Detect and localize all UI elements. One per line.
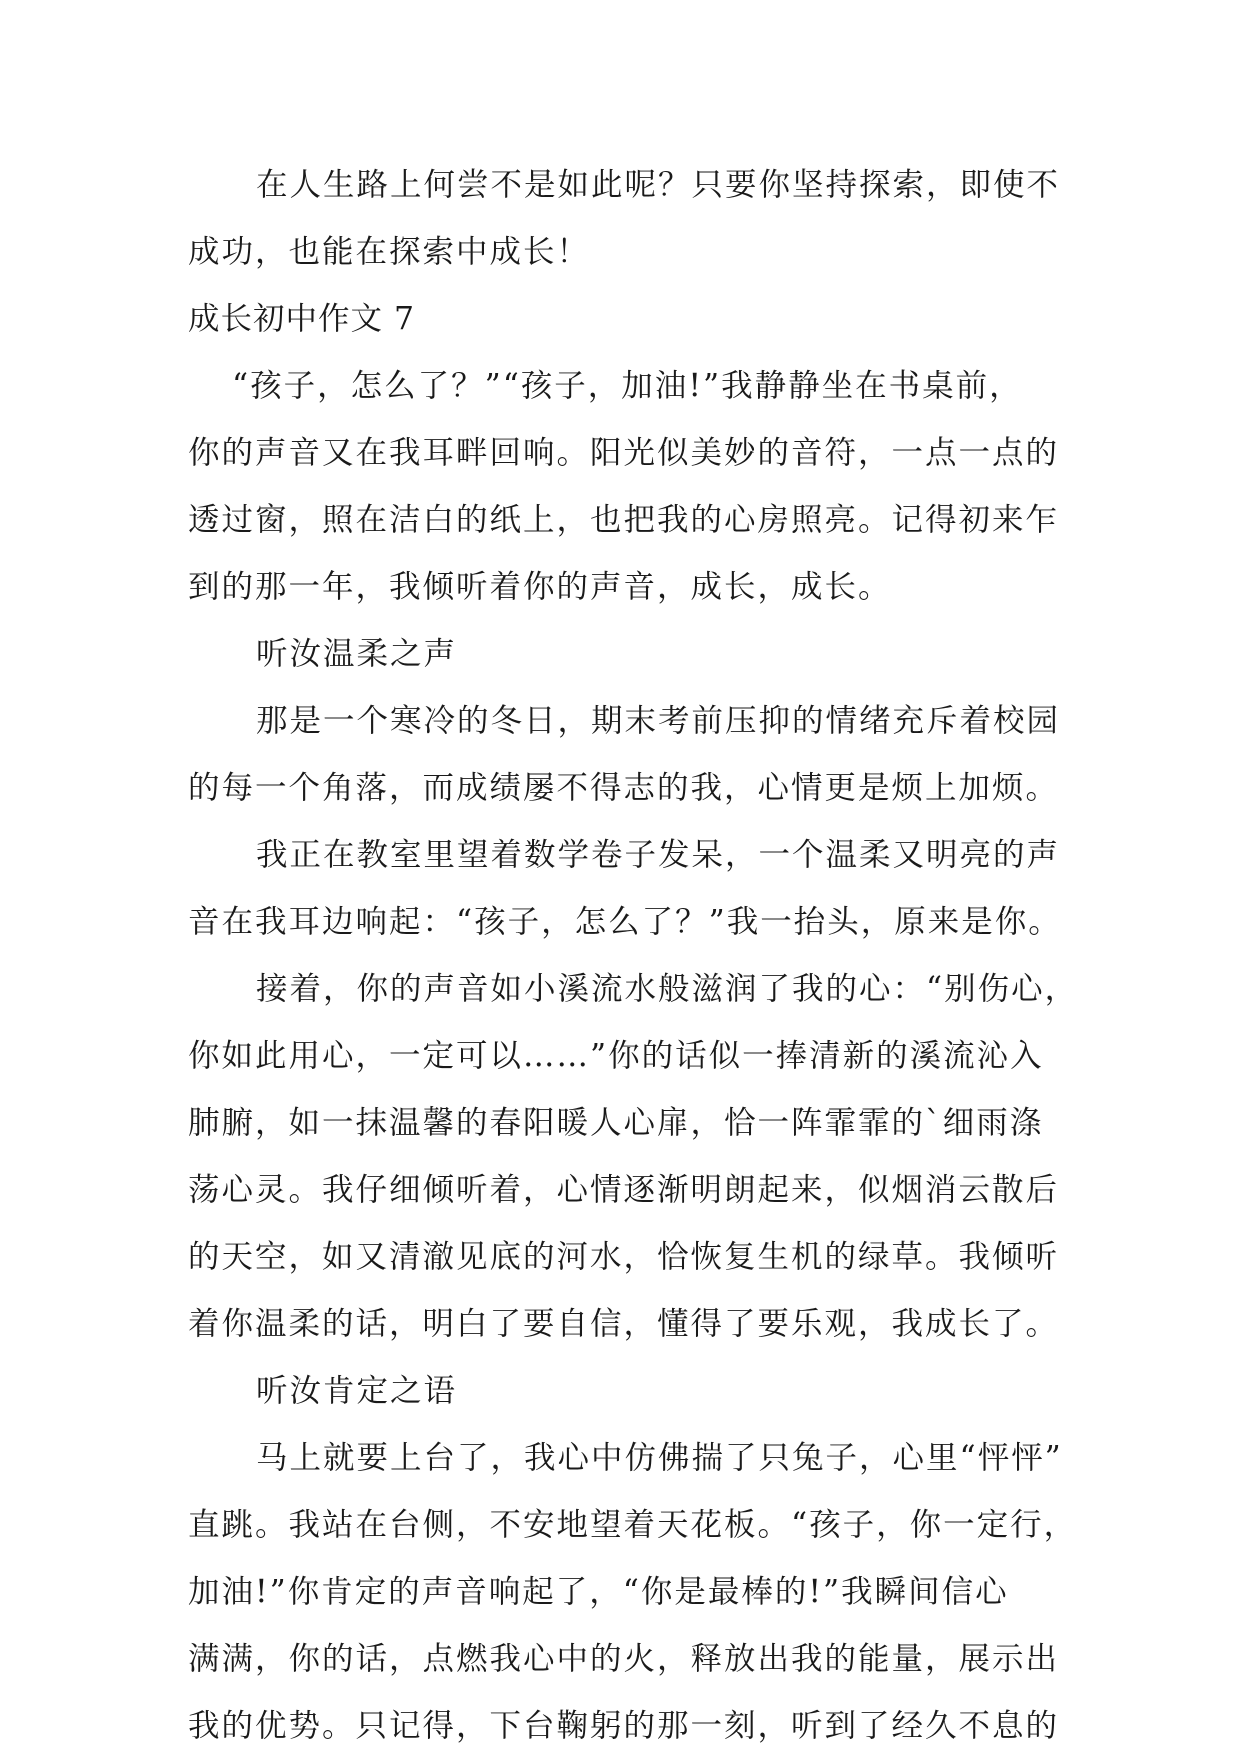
document-page (188, 152, 1079, 1760)
paragraph-line: 的每一个角落，而成绩屡不得志的我，心情更是烦上加烦。 (188, 770, 1060, 806)
subheading: 听汝温柔之声 (256, 636, 458, 672)
paragraph-line: 到的那一年，我倾听着你的声音，成长，成长。 (188, 569, 892, 605)
paragraph-line: 音在我耳边响起：“孩子，怎么了？”我一抬头，原来是你。 (188, 904, 1062, 940)
paragraph-line: 那是一个寒冷的冬日，期末考前压抑的情绪充斥着校园 (256, 703, 1061, 739)
paragraph-line: 在人生路上何尝不是如此呢？只要你坚持探索，即使不 (256, 167, 1061, 203)
paragraph-line: 满满，你的话，点燃我心中的火，释放出我的能量，展示出 (188, 1641, 1060, 1677)
paragraph-line: 我的优势。只记得，下台鞠躬的那一刻，听到了经久不息的 (188, 1708, 1060, 1744)
paragraph-line: 成功，也能在探索中成长！ (188, 234, 591, 270)
paragraph-line: 肺腑，如一抹温馨的春阳暖人心扉，恰一阵霏霏的`细雨涤 (188, 1105, 1044, 1141)
paragraph-line: 荡心灵。我仔细倾听着，心情逐渐明朗起来，似烟消云散后 (188, 1172, 1060, 1208)
subheading: 听汝肯定之语 (256, 1373, 458, 1409)
paragraph-line: 的天空，如又清澈见底的河水，恰恢复生机的绿草。我倾听 (188, 1239, 1060, 1275)
paragraph-line: 我正在教室里望着数学卷子发呆，一个温柔又明亮的声 (256, 837, 1061, 873)
paragraph-line: 加油!”你肯定的声音响起了，“你是最棒的!”我瞬间信心 (188, 1574, 1009, 1610)
section-title: 成长初中作文 7 (188, 301, 416, 337)
paragraph-line: 接着，你的声音如小溪流水般滋润了我的心：“别伤心， (256, 971, 1079, 1007)
paragraph-line: 你的声音又在我耳畔回响。阳光似美妙的音符，一点一点的 (188, 435, 1060, 471)
paragraph-line: “孩子，怎么了？”“孩子，加油!”我静静坐在书桌前， (232, 368, 1023, 404)
paragraph-line: 直跳。我站在台侧，不安地望着天花板。“孩子，你一定行， (188, 1507, 1078, 1543)
paragraph-line: 着你温柔的话，明白了要自信，懂得了要乐观，我成长了。 (188, 1306, 1060, 1342)
paragraph-line: 马上就要上台了，我心中仿佛揣了只兔子，心里“怦怦” (256, 1440, 1063, 1476)
paragraph-line: 你如此用心，一定可以……”你的话似一捧清新的溪流沁入 (188, 1038, 1044, 1074)
paragraph-line: 透过窗，照在洁白的纸上，也把我的心房照亮。记得初来乍 (188, 502, 1060, 538)
